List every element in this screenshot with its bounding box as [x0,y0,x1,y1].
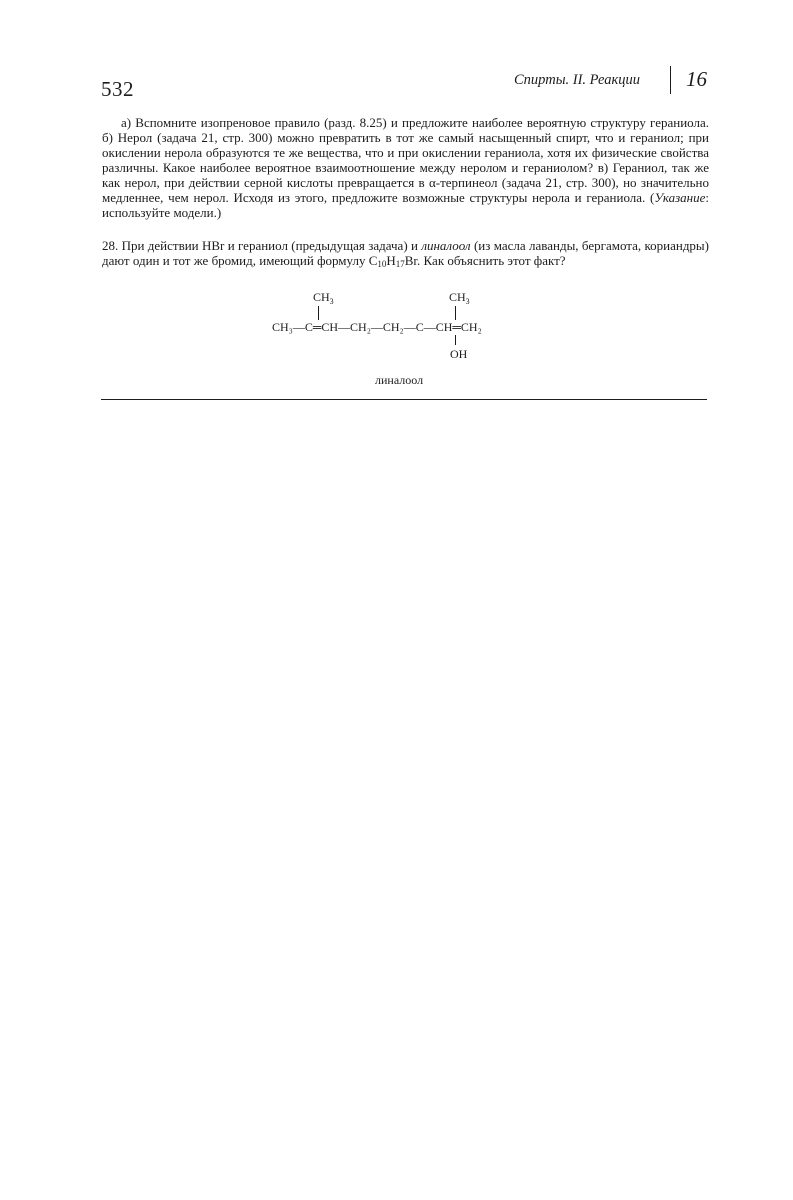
linalool-structure [0,282,793,392]
p2-after: Br. Как объяснить этот факт? [404,253,566,268]
header-divider [670,66,671,94]
structure-svg [0,282,793,392]
page-number: 532 [101,77,134,101]
paragraph-problem-28 [102,238,709,268]
p2-before: 28. При действии HBr и гераниол (предыдущая задача) и [102,238,422,253]
formula-sub-c: 10 [377,259,387,269]
chapter-number: 16 [686,67,707,91]
methyl-right: $CH_3$ [449,290,470,306]
linalool-term: линалоол [421,238,471,253]
paragraph-1-text: а) Вспомните изопреновое правило (разд. 8.25) и предложите наиболее вероятную структуру гераниола. б) Нерол (задача 21, стр. 300) можно превратить в тот же самый насыщенный спирт, что и гераниол; при окислении нерола образуются те же вещества, что и при окислении гераниола, хотя их физические свойства различны. Какое наиболее вероятное взаимоотношение между неролом и гераниолом? в) Гераниол, так же как нерол, при действии серной кислоты превращается в α-терпинеол (задача 21, стр. 300), но значительно медленнее, чем нерол. Исходя из этого, предложите возможные структуры нерола и гераниола. ( [102,115,709,205]
hint-text: : используйте модели.) [102,190,709,220]
methyl-left: $CH_3$ [313,290,334,306]
p2-h: H [386,253,396,268]
main-chain: CH₃—C═CH—CH₂—CH₂—C—CH═CH₂ [272,320,482,334]
p2-middle: (из масла лаванды, бергамота, кориандры) дают один и тот же бромид, имеющий формулу C [102,238,709,268]
running-title: Спирты. II. Реакции [514,72,641,88]
hydroxyl: OH [450,347,468,361]
structure-caption: линалоол [375,373,424,387]
paragraph-problem-27 [102,115,709,220]
formula-sub-h: 17 [395,259,405,269]
hint-label: Указание [654,190,706,205]
bottom-rule [101,399,707,400]
